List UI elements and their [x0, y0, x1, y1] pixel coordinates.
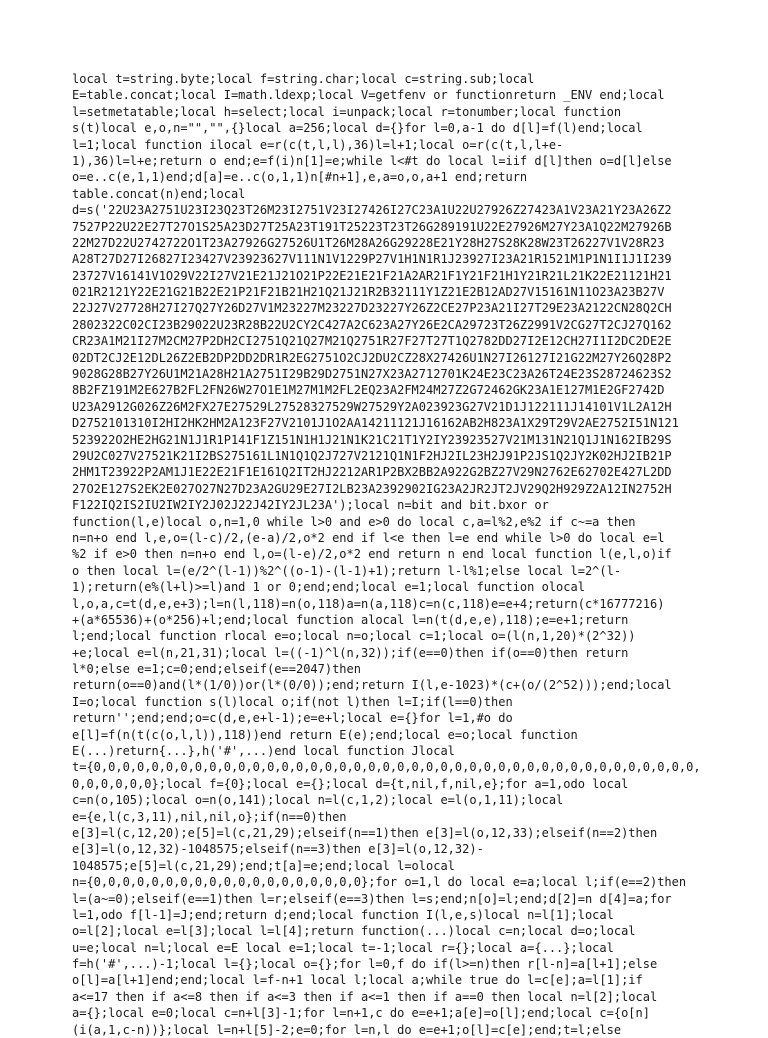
code-line: u=e;local n=l;local e=E local e=1;local t=-1;local r={};local a={...};local [72, 940, 614, 955]
code-line: E=table.concat;local I=math.ldexp;local V=getfenv or functionreturn _ENV end;local [72, 88, 665, 103]
code-line: e[l]=f(n(t(c(o,l,l)),118))end return E(e);end;local e=o;local function [72, 727, 578, 742]
code-line: 7527P22U22E27T27O1S25A23D27T25A23T191T25223T23T26G289191U22E27926M27Y23A1Q22M27926B [72, 219, 672, 234]
code-line: %2 if e>0 then n=n+o end l,o=(l-e)/2,o*2 end return n end local function l(e,l,o)if [72, 547, 672, 562]
code-line: f=h('#',...)-1;local l={};local o={};for l=0,f do if(l>=n)then r[l-n]=a[l+1];else [72, 957, 658, 972]
code-line: 29U2C027V27521K21I2BS275161L1N1Q1Q2J727V2121Q1N1F2HJ2IL23H2J91P2JS1Q2JY2K02HJ2IB21P [72, 448, 672, 463]
code-line: o=l[2];local e=l[3];local l=l[4];return function(...)local c=n;local d=o;local [72, 924, 636, 939]
code-line: 1),36)l=l+e;return o end;e=f(i)n[1]=e;while l<#t do local l=iif d[l]then o=d[l]else [72, 153, 672, 168]
code-line: local t=string.byte;local f=string.char;local c=string.sub;local [72, 72, 535, 86]
code-line: a<=17 then if a<=8 then if a<=3 then if a<=1 then if a==0 then local n=l[2];local [72, 989, 658, 1004]
code-line: n=n+o end l,e,o=(l-c)/2,(e-a)/2,o*2 end if l<e then l=e end while l>0 do local e=l [72, 530, 665, 545]
code-line: l=setmetatable;local h=select;local i=unpack;local r=tonumber;local function [72, 104, 622, 119]
code-line: 9028G28B27Y26U1M21A28H21A2751I29B29D2751N27X23A2712701K24E23C23A26T24E23S28724623S2 [72, 367, 672, 382]
code-line: e={e,l(c,3,11),nil,nil,o};if(n==0)then [72, 809, 347, 824]
code-line: E(...)return{...},h('#',...)end local function Jlocal [72, 744, 455, 759]
code-line: l=(a~=0);elseif(e==1)then l=r;elseif(e==3)then l=s;end;n[o]=l;end;d[2]=n d[4]=a;for [72, 891, 672, 906]
code-line: o then local l=(e/2^(l-1))%2^((o-1)-(l-1)+1);return l-l%1;else local l=2^(l- [72, 563, 622, 578]
code-line: l;end;local function rlocal e=o;local n=o;local c=1;local o=(l(n,1,20)*(2^32)) [72, 629, 636, 644]
code-line: CR23A1M21I27M2CM27P2DH2CI2751Q21Q27M21Q2751R27F27T27T1Q2782DD27I2E12CH27I1I2DC2DE2E [72, 334, 672, 349]
code-text-block [72, 71, 701, 1038]
code-line: l*0;else e=1;c=0;end;elseif(e==2047)then [72, 662, 361, 677]
code-line: 1);return(e%(l+l)>=l)and 1 or 0;end;end;local e=1;local function olocal [72, 580, 585, 595]
code-line: d=s('22U23A2751U23I23Q23T26M23I2751V23I27426I27C23A1U22U27926Z27423A1V23A21Y23A26Z2 [72, 203, 672, 218]
code-line: (i(a,1,c-n))};local l=n+l[5]-2;e=0;for l=n,l do e=e+1;o[l]=c[e];end;t=l;else [72, 1022, 622, 1037]
code-line: s(t)local e,o,n="","",{}local a=256;local d={}for l=0,a-1 do d[l]=f(l)end;local [72, 121, 643, 136]
code-line: 2HM1T23922P2AM1J1E22E21F1E161Q2IT2HJ2212AR1P2BX2BB2A922G2BZ27V29N2762E62702E427L2DD [72, 465, 672, 480]
code-line: e[3]=l(c,12,20);e[5]=l(c,21,29);elseif(n==1)then e[3]=l(o,12,33);elseif(n==2)then [72, 825, 658, 840]
code-line: e[3]=l(o,12,32)-1048575;elseif(n==3)then e[3]=l(o,12,32)- [72, 842, 484, 857]
code-line: table.concat(n)end;local [72, 186, 246, 201]
code-line: 8B2FZ191M2E627B2FL2FN26W27O1E1M27M1M2FL2EQ23A2FM24M27Z2G72462GK23A1E127M1E2GF2742D [72, 383, 665, 398]
code-line: 0,0,0,0,0,0};local f={0};local e={};local d={t,nil,f,nil,e};for a=1,odo local [72, 776, 629, 791]
code-line: n={0,0,0,0,0,0,0,0,0,0,0,0,0,0,0,0,0,0,0};for o=1,l do local e=a;local l;if(e==2)then [72, 875, 687, 890]
code-line: 523922O2HE2HG21N1J1R1P141F1Z151N1H1J21N1K21C21T1Y2IY23923527V21M131N21Q1J1N162IB29S [72, 432, 672, 447]
code-line: l=1,odo f[l-1]=J;end;return d;end;local function I(l,e,s)local n=l[1];local [72, 907, 614, 922]
code-line: 021R2121Y22E21G21B22E21P21F21B21H21Q21J21R2B32111Y1Z21E2B12AD27V15161N11O23A23B27V [72, 285, 665, 300]
code-line: +e;local e=l(n,21,31);local l=((-1)^l(n,32));if(e==0)then if(o==0)then return [72, 645, 629, 660]
code-line: +(a*65536)+(o*256)+l;end;local function alocal l=n(t(d,e,e),118);e=e+1;return [72, 612, 629, 627]
code-line: 27O2E127S2EK2E027O27N27D23A2GU29E27I2LB23A2392902IG23A2JR2JT2JV29Q2H929Z2A12IN2752H [72, 481, 672, 496]
code-line: F122IQ2IS2IU2IW2IY2J02J22J42IY2JL23A');local n=bit and bit.bxor or [72, 498, 549, 513]
code-line: D2752101310I2HI2HK2HM2A123F27V2101J1O2AA14211121J16162AB2H823A1X29T29V2AE2752I51N121 [72, 416, 679, 431]
code-line: 22J27V27728H27I27Q27Y26D27V1M23227M23227D23227Y26Z2CE27P23A21I27T29E23A2122CN28Q2CH [72, 301, 672, 316]
code-line: c=n(o,105);local o=n(o,141);local n=l(c,1,2);local e=l(o,1,11);local [72, 793, 564, 808]
code-line: I=o;local function s(l)local o;if(not l)then l=I;if(l==0)then [72, 694, 513, 709]
code-line: return'';end;end;o=c(d,e,e+l-1);e=e+l;local e={}for l=1,#o do [72, 711, 513, 726]
code-line: function(l,e)local o,n=1,0 while l>0 and e>0 do local c,a=l%2,e%2 if c~=a then [72, 514, 636, 529]
code-line: o=e..c(e,1,1)end;d[a]=e..c(o,1,1)n[#n+1],e,a=o,o,a+1 end;return [72, 170, 528, 185]
code-line: a={};local e=0;local c=n+l[3]-1;for l=n+1,c do e=e+1;a[e]=o[l];end;local c={o[n] [72, 1006, 650, 1021]
code-line: t={0,0,0,0,0,0,0,0,0,0,0,0,0,0,0,0,0,0,0,0,0,0,0,0,0,0,0,0,0,0,0,0,0,0,0,0,0,0,0,0,0,0, [72, 760, 701, 775]
code-line: 1048575;e[5]=l(c,21,29);end;t[a]=e;end;local l=olocal [72, 858, 455, 873]
code-line: 23727V16141V1O29V22I27V21E21J21O21P22E21E21F21A2AR21F1Y21F21H1Y21R21L21K22E21121H21 [72, 268, 672, 283]
code-line: 2802322C02CI23B29022U23R28B22U2CY2C427A2C623A27Y26E2CA29723T26Z2991V2CG27T2CJ27Q162 [72, 317, 672, 332]
code-line: 02DT2CJ2E12DL26Z2EB2DP2DD2DR1R2EG2751O2CJ2DU2CZ28X27426U1N27I26127I21G22M27Y26Q28P2 [72, 350, 672, 365]
code-line: l=1;local function ilocal e=r(c(t,l,l),36)l=l+1;local o=r(c(t,l,l+e- [72, 137, 564, 152]
code-line: o[l]=a[l+1]end;end;local l=f-n+1 local l;local a;while true do l=c[e];a=l[1];if [72, 973, 643, 988]
code-line: l,o,a,c=t(d,e,e+3);l=n(l,118)=n(o,118)a=n(a,118)c=n(c,118)e=e+4;return(c*16777216) [72, 596, 665, 611]
code-line: U23A2912G026Z26M2FX27E27529L27528327529W27529Y2A023923G27V21D1J122111J14101V1L2A12H [72, 399, 672, 414]
code-line: 22M27D22U2742722O1T23A27926G27526U1T26M28A26G29228E21Y28H27S28K28W23T26227V1V28R23 [72, 235, 665, 250]
code-line: return(o==0)and(l*(1/0))or(l*(0/0));end;return I(l,e-1023)*(c+(o/(2^52)));end;local [72, 678, 672, 693]
code-line: A28T27D27I26827I23427V23923627V111N1V1229P27V1H1N1R1J23927I23A21R1521M1P1N1I1J1I239 [72, 252, 672, 267]
